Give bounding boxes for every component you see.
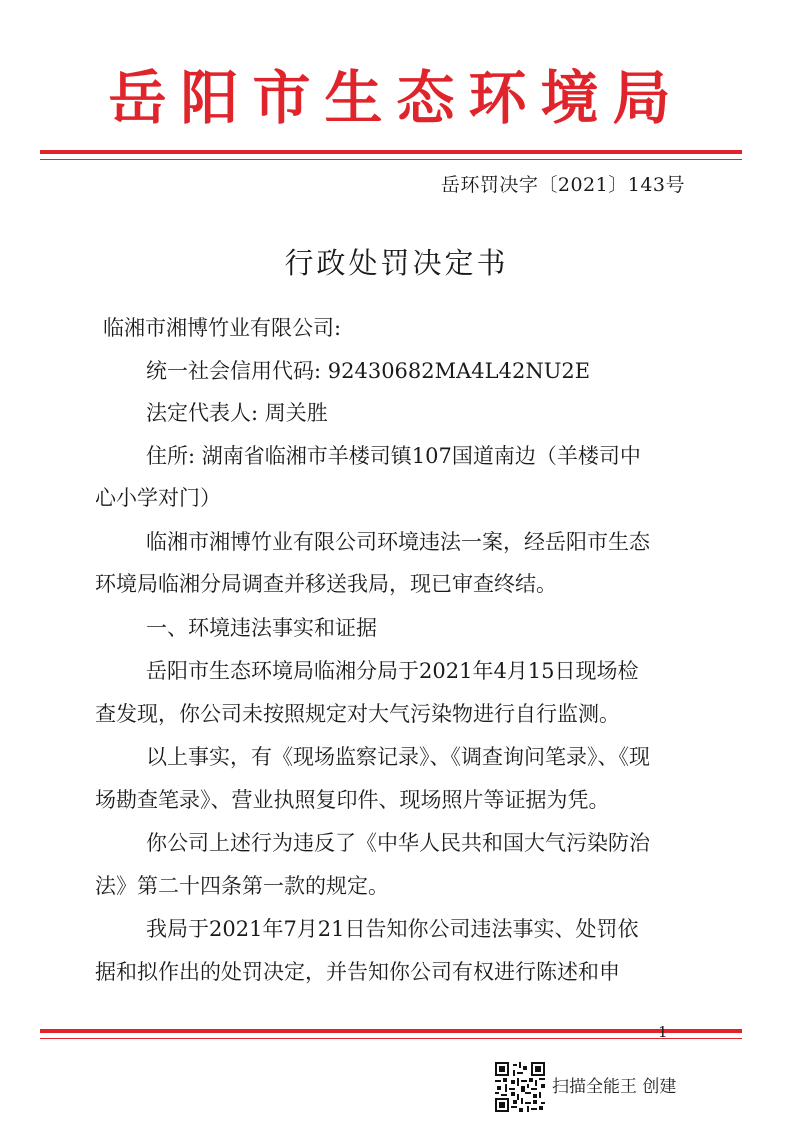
footer-rule-thick [40, 1029, 742, 1033]
footer-rule-thin [40, 1038, 742, 1039]
letterhead-org-name: 岳阳市生态环境局 [108, 64, 685, 132]
body-line: 临湘市湘博竹业有限公司环境违法一案，经岳阳市生态 [146, 530, 650, 554]
addressee-line: 临湘市湘博竹业有限公司: [103, 316, 342, 340]
body-line: 环境局临湘分局调查并移送我局，现已审查终结。 [95, 572, 557, 596]
scanner-watermark-label: 扫描全能王 创建 [552, 1077, 677, 1097]
body-line: 我局于2021年7月21日告知你公司违法事实、处罚依 [146, 917, 639, 941]
body-line: 查发现，你公司未按照规定对大气污染物进行自行监测。 [95, 702, 620, 726]
body-line: 以上事实，有《现场监察记录》、《调查询问笔录》、《现 [146, 745, 650, 769]
section-heading: 一、环境违法事实和证据 [146, 616, 377, 640]
qr-code-icon [495, 1062, 545, 1112]
page-number: 1 [658, 1023, 668, 1041]
letterhead-rule-thick [40, 150, 742, 154]
body-line: 法》第二十四条第一款的规定。 [95, 874, 389, 898]
document-title: 行政处罚决定书 [284, 246, 509, 280]
body-line: 场勘查笔录》、营业执照复印件、现场照片等证据为凭。 [95, 788, 610, 812]
address-line-2: 心小学对门） [95, 486, 221, 510]
address-line-1: 住所: 湖南省临湘市羊楼司镇107国道南边（羊楼司中 [146, 444, 641, 468]
body-line: 你公司上述行为违反了《中华人民共和国大气污染防治 [146, 831, 650, 855]
body-line: 岳阳市生态环境局临湘分局于2021年4月15日现场检 [146, 659, 639, 683]
body-line: 据和拟作出的处罚决定，并告知你公司有权进行陈述和申 [95, 960, 620, 984]
document-number: 岳环罚决字〔2021〕143号 [440, 174, 685, 196]
credit-code-line: 统一社会信用代码: 92430682MA4L42NU2E [146, 359, 591, 383]
legal-rep-line: 法定代表人: 周关胜 [146, 401, 328, 425]
letterhead-rule-thin [40, 159, 742, 160]
